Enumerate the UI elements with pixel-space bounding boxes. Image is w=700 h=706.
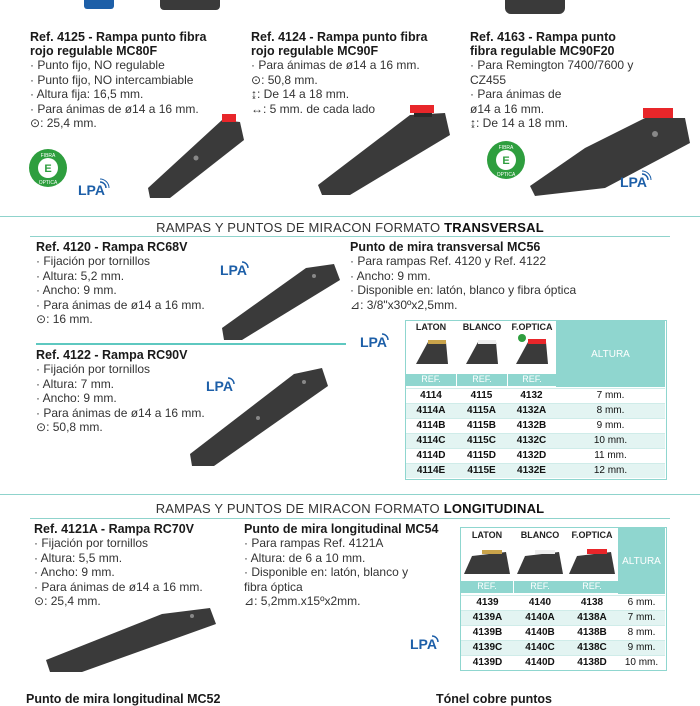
- bullet: · Fijación por tornillos: [34, 536, 149, 550]
- table-row: [461, 655, 665, 670]
- length-row: ⊙: 16 mm.: [36, 312, 93, 326]
- product-mc54: [244, 522, 459, 609]
- ref-cell: 4132D: [516, 450, 547, 461]
- sight-thumb-blanco: [462, 334, 502, 368]
- sight-thumb-foptica: [567, 542, 617, 578]
- bullet: · Altura: 5,2 mm.: [36, 268, 125, 283]
- bullet: · Para ánimas de ø14 a 16 mm.: [30, 101, 199, 116]
- ref-title: Punto de mira longitudinal MC54: [244, 522, 439, 536]
- length-row: ⊙: 50,8 mm.: [36, 420, 103, 434]
- bullet: · Disponible en: latón, blanco y fibra óptica: [350, 283, 577, 297]
- ref-label: REF.: [461, 581, 513, 593]
- ref-cell: 4140C: [525, 642, 555, 653]
- col-header-foptica: F.OPTICA: [508, 322, 556, 332]
- col-header-blanco: BLANCO: [514, 530, 566, 540]
- ref-cell: 4115A: [467, 405, 496, 416]
- svg-text:FIBRA: FIBRA: [498, 145, 514, 151]
- bullet: · Para Remington 7400/7600 y: [470, 58, 634, 72]
- product-image-4163: [525, 88, 695, 198]
- length-row: ⊙: 50,8 mm.: [251, 72, 318, 87]
- bullet: · Para ánimas de ø14 a 16 mm.: [36, 405, 205, 420]
- bullet: fibra óptica: [244, 579, 303, 594]
- col-header-blanco: BLANCO: [457, 322, 507, 332]
- altura-cell: 7 mm.: [596, 390, 625, 401]
- ref-cell: 4138A: [577, 612, 607, 623]
- ref-cell: 4114D: [416, 450, 446, 461]
- bullet: · Para rampas Ref. 4120 y Ref. 4122: [350, 254, 547, 268]
- bullet: · Altura: de 6 a 10 mm.: [244, 550, 366, 565]
- ref-cell: 4139D: [472, 657, 503, 668]
- table-row: [406, 418, 665, 433]
- product-image-4124: [310, 85, 455, 200]
- ref-cell: 4132B: [516, 420, 547, 431]
- ref-title: Punto de mira transversal MC56: [350, 240, 541, 254]
- height-row: ↨: De 14 a 18 mm.: [470, 116, 569, 130]
- svg-text:E: E: [502, 155, 510, 167]
- altura-cell: 6 mm.: [627, 597, 656, 608]
- table-transversal-body: [406, 388, 665, 478]
- lpa-logo: [618, 168, 652, 192]
- bullet: · Punto fijo, NO intercambiable: [30, 72, 194, 87]
- svg-text:LPA: LPA: [206, 378, 233, 394]
- target-icon: ⊙: [36, 420, 47, 434]
- ref-cell: 4115C: [467, 435, 496, 446]
- altura-cell: 10 mm.: [593, 435, 628, 446]
- ref-label: REF.: [457, 374, 507, 386]
- ref-cell: 4138C: [577, 642, 607, 653]
- product-4121a: [34, 522, 244, 609]
- ref-cell: 4139C: [472, 642, 503, 653]
- bullet: · Ancho: 9 mm.: [350, 268, 431, 283]
- product-image-4120: [218, 258, 348, 343]
- svg-text:LPA: LPA: [220, 262, 247, 278]
- sight-thumb-laton: [412, 334, 452, 368]
- svg-text:OPTICA: OPTICA: [496, 172, 516, 178]
- altura-cell: 11 mm.: [594, 450, 627, 461]
- col-header-laton: LATON: [461, 530, 513, 540]
- ref-cell: 4138: [580, 597, 604, 608]
- svg-text:E: E: [44, 163, 52, 175]
- bullet: · Para rampas Ref. 4121A: [244, 536, 384, 550]
- lateral-row: ↔: 5 mm. de cada lado: [251, 101, 376, 116]
- ref-cell: 4132E: [517, 465, 546, 476]
- dovetail-icon: ⊿: [350, 297, 361, 312]
- altura-cell: 12 mm.: [593, 465, 628, 476]
- altura-cell: 7 mm.: [627, 612, 656, 623]
- bullet: · Altura: 5,5 mm.: [34, 550, 123, 565]
- product-image-4125: [140, 100, 250, 200]
- col-header-foptica: F.OPTICA: [566, 530, 618, 540]
- table-row: [406, 388, 665, 403]
- bullet: · Fijación por tornillos: [36, 254, 151, 268]
- section-divider: [30, 236, 670, 237]
- table-row: [461, 595, 665, 610]
- section-divider: [30, 518, 670, 519]
- section-title-transversal: RAMPAS Y PUNTOS DE MIRACON FORMATO TRANSVERSAL: [156, 220, 544, 235]
- ref-cell: 4139B: [472, 627, 503, 638]
- target-icon: ⊙: [251, 72, 262, 87]
- bullet: · Altura fija: 16,5 mm.: [30, 87, 144, 101]
- table-row: [406, 433, 665, 448]
- table-row: [461, 610, 665, 625]
- bullet: · Para ánimas de: [470, 87, 562, 101]
- svg-text:LPA: LPA: [78, 182, 105, 198]
- table-row: [406, 403, 665, 418]
- table-row: [461, 640, 665, 655]
- ref-title: Ref. 4124 - Rampa punto fibra: [251, 30, 428, 44]
- target-icon: ⊙: [30, 116, 41, 130]
- table-row: [406, 463, 665, 478]
- altura-header: ALTURA: [556, 321, 665, 387]
- ref-title: Ref. 4122 - Rampa RC90V: [36, 348, 188, 362]
- ref-cell: 4114C: [416, 435, 446, 446]
- svg-text:LPA: LPA: [620, 174, 647, 190]
- height-adjust-icon: ↨: [251, 87, 257, 101]
- ref-title: Ref. 4163 - Rampa punto: [470, 30, 616, 44]
- bullet: · Punto fijo, NO regulable: [30, 58, 165, 72]
- ref-cell: 4140: [528, 597, 552, 608]
- altura-cell: 9 mm.: [627, 642, 656, 653]
- divider-line: [36, 343, 346, 345]
- ref-cell: 4140D: [525, 657, 555, 668]
- target-icon: ⊙: [34, 594, 45, 608]
- svg-text:LPA: LPA: [410, 636, 437, 652]
- ref-cell: 4114A: [416, 405, 446, 416]
- fibra-optica-badge: [486, 140, 526, 180]
- dovetail-icon: ⊿: [244, 594, 255, 608]
- product-image-top-1: [160, 0, 220, 10]
- fibra-indicator: [518, 334, 526, 342]
- product-image-4122: [186, 362, 336, 472]
- bullet: · Ancho: 9 mm.: [34, 565, 115, 579]
- ref-label: REF.: [508, 374, 556, 386]
- ref-cell: 4115B: [467, 420, 496, 431]
- bullet: CZ455: [470, 72, 507, 87]
- altura-cell: 9 mm.: [596, 420, 625, 431]
- table-row: [406, 448, 665, 463]
- dimension-row: ⊿: 3/8"x30ºx2,5mm.: [350, 297, 458, 312]
- dimension-row: ⊿: 5,2mm.x15ºx2mm.: [244, 594, 361, 608]
- product-mc56: [350, 240, 690, 312]
- ref-cell: 4115: [470, 390, 493, 401]
- ref-cell: 4114B: [416, 420, 446, 431]
- ref-label: REF.: [514, 581, 566, 593]
- ref-title: Ref. 4125 - Rampa punto fibra: [30, 30, 207, 44]
- svg-text:FIBRA: FIBRA: [40, 153, 56, 159]
- table-row: [461, 625, 665, 640]
- lpa-logo: [408, 630, 442, 654]
- bullet: · Para ánimas de ø14 a 16 mm.: [34, 579, 203, 594]
- length-row: ⊙: 25,4 mm.: [34, 594, 101, 608]
- ref-cell: 4132C: [516, 435, 547, 446]
- lpa-logo: [358, 328, 392, 352]
- lateral-adjust-icon: ↔: [251, 101, 263, 116]
- altura-header: ALTURA: [618, 528, 665, 594]
- ref-label: REF.: [566, 581, 618, 593]
- lpa-logo: [84, 0, 114, 9]
- section-divider: [0, 216, 700, 217]
- bullet: · Disponible en: latón, blanco y: [244, 565, 409, 579]
- bullet: · Altura: 7 mm.: [36, 376, 115, 391]
- bullet: · Ancho: 9 mm.: [36, 391, 117, 405]
- ref-cell: 4140B: [525, 627, 555, 638]
- altura-cell: 10 mm.: [624, 657, 659, 668]
- bullet: · Para ánimas de ø14 a 16 mm.: [36, 297, 205, 312]
- svg-text:LPA: LPA: [360, 334, 387, 350]
- bullet: · Ancho: 9 mm.: [36, 283, 117, 297]
- ref-cell: 4140A: [525, 612, 555, 623]
- bullet: ø14 a 16 mm.: [470, 101, 545, 116]
- ref-cell: 4139: [476, 597, 499, 608]
- ref-cell: 4132A: [516, 405, 547, 416]
- bullet: · Para ánimas de ø14 a 16 mm.: [251, 58, 420, 72]
- length-row: ⊙: 25,4 mm.: [30, 116, 97, 130]
- altura-cell: 8 mm.: [627, 627, 656, 638]
- ref-cell: 4114E: [416, 465, 446, 476]
- ref-cell: 4138B: [577, 627, 607, 638]
- lpa-logo: [76, 176, 110, 200]
- ref-cell: 4138D: [577, 657, 607, 668]
- ref-label: REF.: [406, 374, 456, 386]
- bullet: · Fijación por tornillos: [36, 362, 151, 376]
- ref-subtitle: rojo regulable MC80F: [30, 44, 158, 58]
- footer-left-title: Punto de mira longitudinal MC52: [26, 692, 221, 706]
- section-divider: [0, 494, 700, 495]
- sight-thumb-blanco: [515, 542, 565, 578]
- section-title-longitudinal: RAMPAS Y PUNTOS DE MIRACON FORMATO LONGITUDINAL: [155, 501, 545, 516]
- ref-cell: 4115E: [467, 465, 496, 476]
- altura-cell: 8 mm.: [596, 405, 625, 416]
- ref-cell: 4115D: [467, 450, 496, 461]
- svg-text:OPTICA: OPTICA: [38, 180, 58, 186]
- ref-subtitle: rojo regulable MC90F: [251, 44, 379, 58]
- height-adjust-icon: ↨: [470, 116, 476, 130]
- footer-right-title: Tónel cobre puntos: [436, 692, 552, 706]
- product-image-4121a: [42, 598, 222, 678]
- ref-subtitle: fibra regulable MC90F20: [470, 44, 615, 58]
- height-row: ↨: De 14 a 18 mm.: [251, 87, 350, 101]
- table-longitudinal-body: [461, 595, 665, 670]
- ref-cell: 4114: [420, 390, 442, 401]
- ref-title: Ref. 4120 - Rampa RC68V: [36, 240, 188, 254]
- fibra-optica-badge: [28, 148, 68, 188]
- target-icon: ⊙: [36, 312, 47, 326]
- sight-thumb-laton: [462, 542, 512, 578]
- ref-cell: 4139A: [472, 612, 503, 623]
- col-header-laton: LATON: [406, 322, 456, 332]
- product-image-top-3: [505, 0, 565, 14]
- ref-cell: 4132: [520, 390, 543, 401]
- ref-title: Ref. 4121A - Rampa RC70V: [34, 522, 195, 536]
